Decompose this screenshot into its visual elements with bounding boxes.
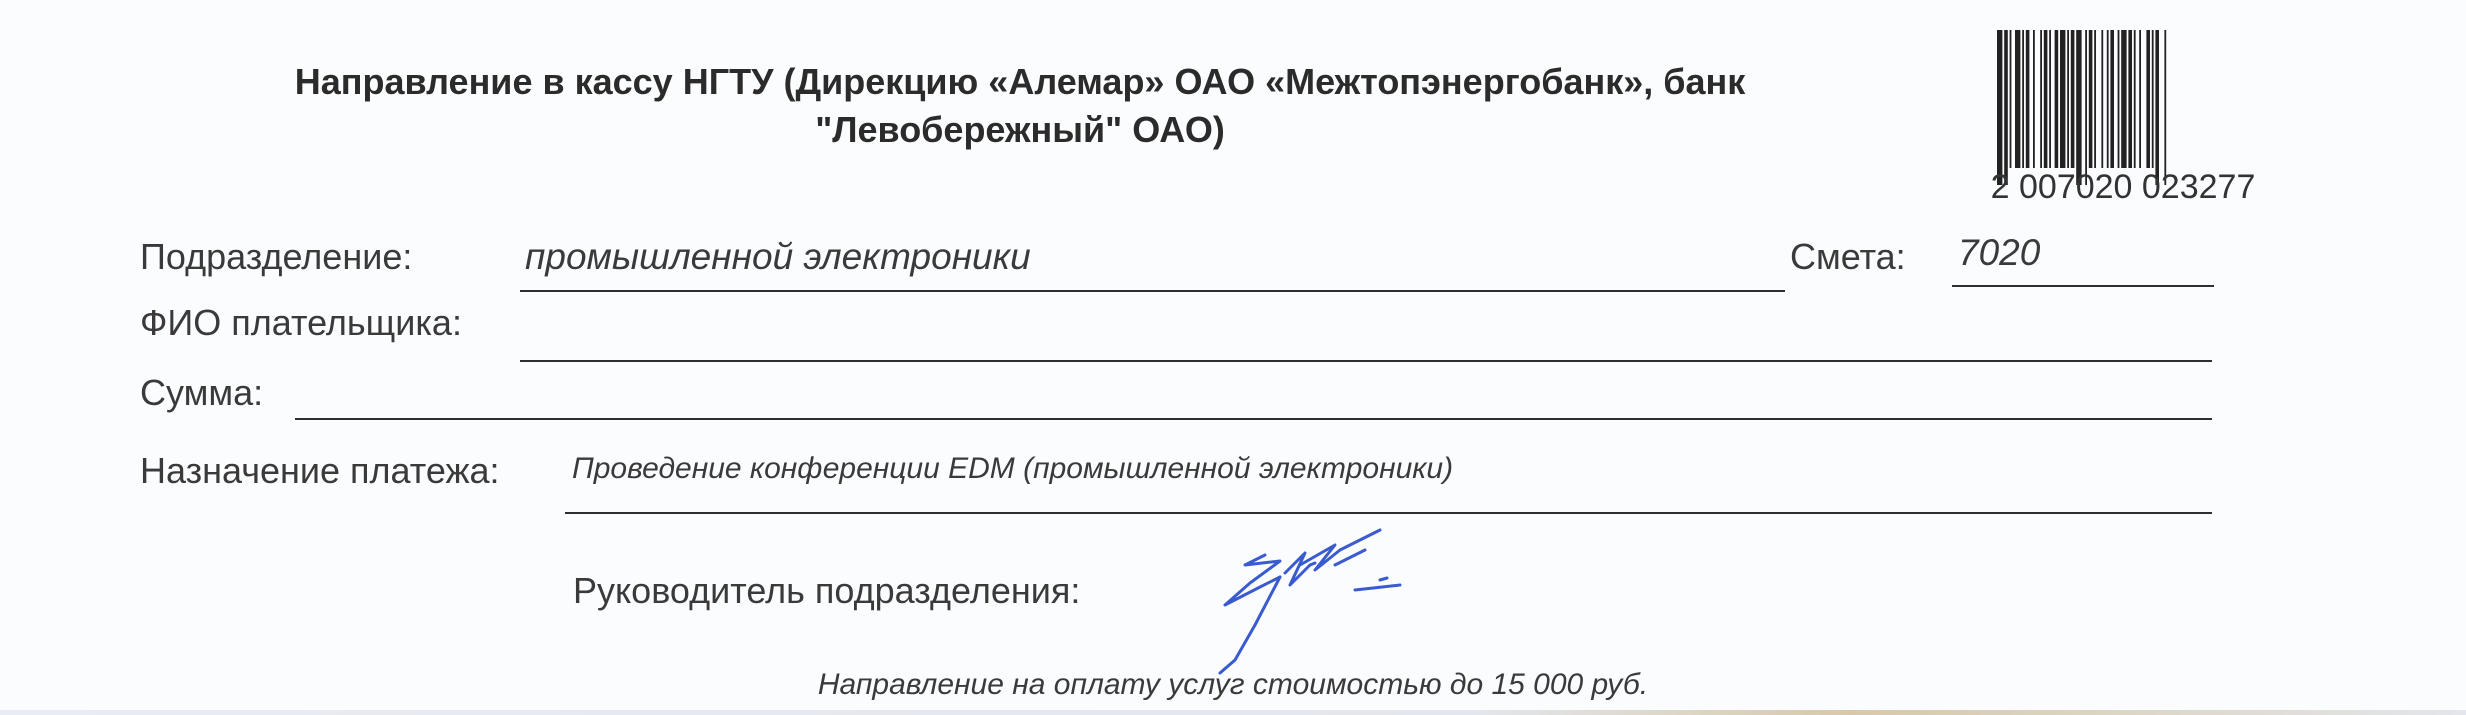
purpose-line — [565, 512, 2212, 514]
title-line-2: "Левобережный" ОАО) — [815, 109, 1225, 150]
subdivision-value: промышленной электроники — [525, 236, 1031, 277]
head-label: Руководитель подразделения: — [573, 570, 1081, 611]
title-line-1: Направление в кассу НГТУ (Дирекцию «Алемар» ОАО «Межтопэнергобанк», банк — [294, 61, 1746, 102]
footer-note: Направление на оплату услуг стоимостью до 15 000 руб. — [817, 668, 1649, 701]
payer-line — [520, 360, 2212, 362]
purpose-value: Проведение конференции EDM (промышленной электроники) — [572, 452, 1454, 485]
sum-line — [295, 418, 2212, 420]
estimate-label: Смета: — [1790, 236, 1906, 277]
barcode-number: 2 007020 023277 — [1990, 168, 2256, 206]
subdivision-label: Подразделение: — [140, 236, 413, 277]
purpose-label: Назначение платежа: — [140, 450, 500, 491]
estimate-value: 7020 — [1958, 232, 2041, 273]
subdivision-line — [520, 290, 1785, 292]
signature — [1205, 525, 1445, 675]
estimate-line — [1952, 285, 2214, 287]
document-title — [120, 58, 1920, 154]
payer-label: ФИО плательщика: — [140, 302, 462, 343]
page-edge — [0, 710, 2466, 715]
sum-label: Сумма: — [140, 372, 264, 413]
barcode — [1995, 30, 2255, 190]
